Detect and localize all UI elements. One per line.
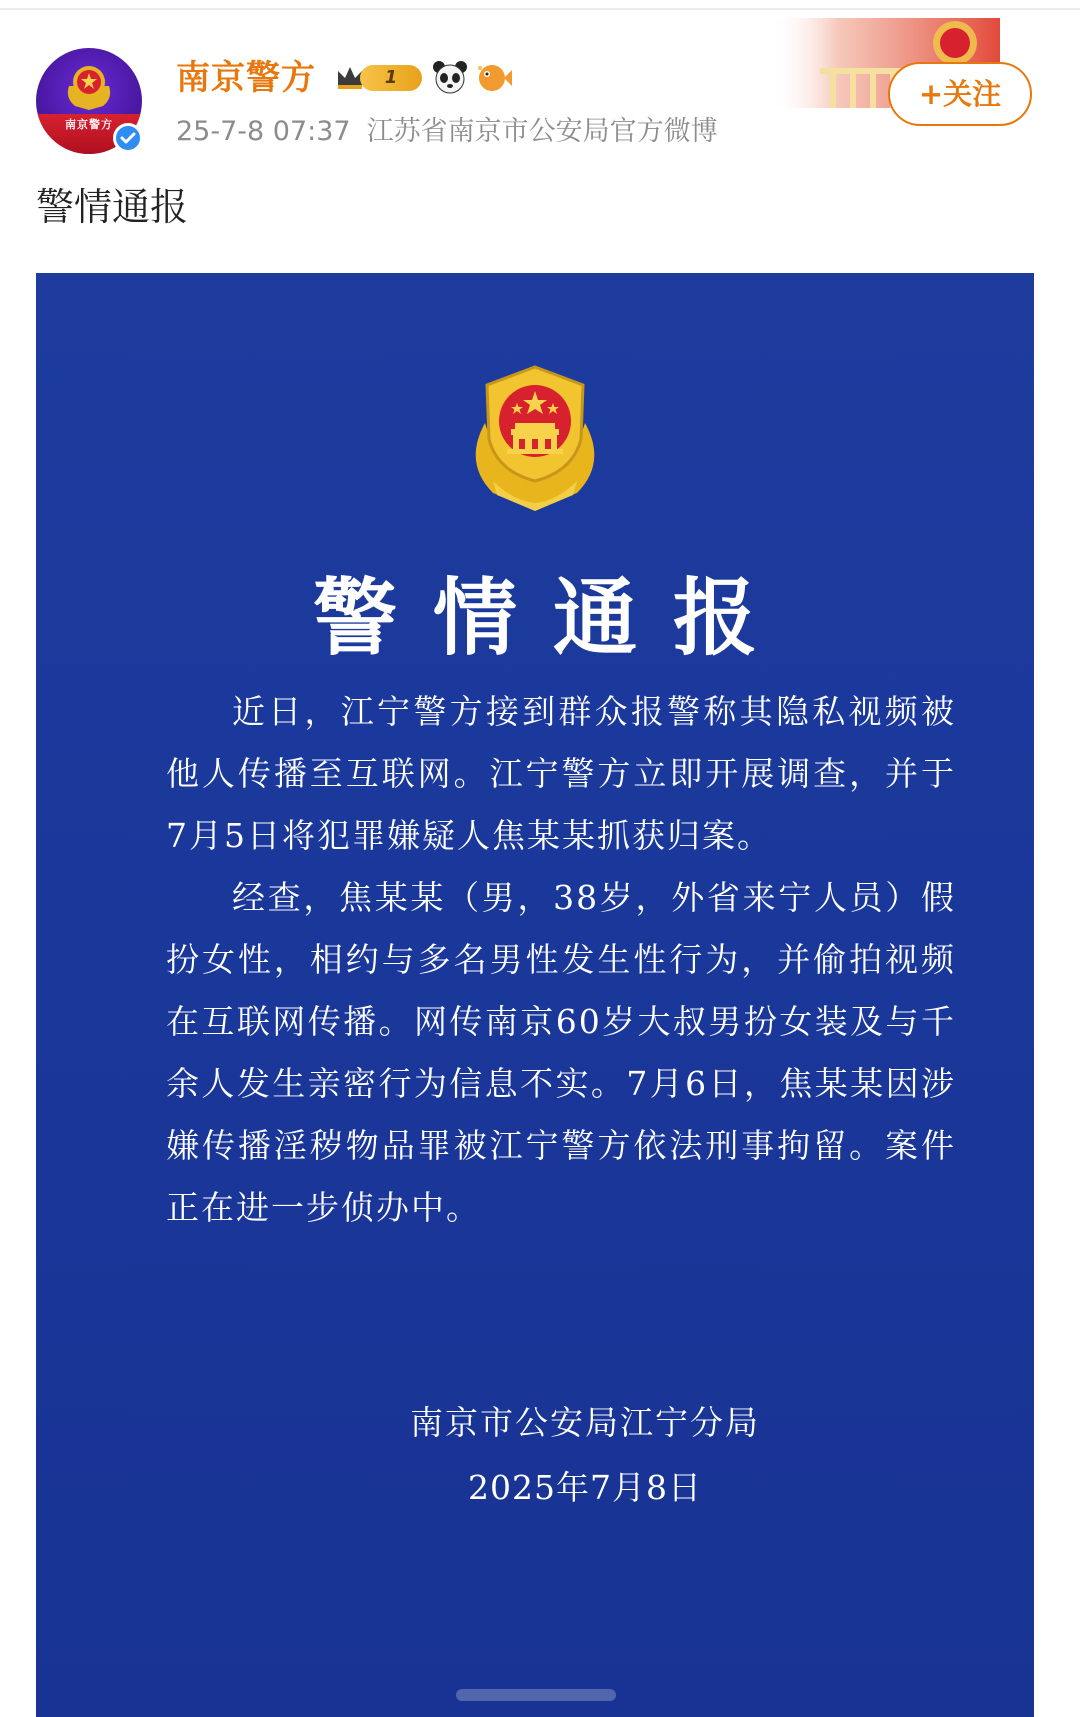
notice-title: 警情通报	[312, 568, 793, 667]
post-text: 警情通报	[36, 185, 189, 229]
notice-image[interactable]	[36, 273, 1034, 1717]
police-emblem-icon	[463, 363, 607, 513]
top-divider	[0, 8, 1080, 10]
follow-button[interactable]: +关注	[888, 62, 1032, 126]
notice-issuer: 南京市公安局江宁分局	[410, 1403, 760, 1442]
account-description: 江苏省南京市公安局官方微博	[366, 116, 718, 147]
watermark-graphic	[456, 1683, 616, 1707]
level-badge: 1	[360, 65, 422, 91]
post-meta	[176, 114, 734, 150]
post-timestamp: 25-7-8 07:37	[176, 116, 351, 147]
notice-paragraph: 经查，焦某某（男，38岁，外省来宁人员）假扮女性，相约与多名男性发生性行为，并偷拍视频在互联网传播。网传南京60岁大叔男扮女装及与千余人发生亲密行为信息不实。7月6日，焦某某因涉嫌传播淫秽物品罪被江宁警方依法刑事拘留。案件正在进一步侦办中。	[166, 878, 956, 1227]
panda-icon	[432, 60, 468, 94]
account-name[interactable]: 南京警方	[176, 58, 316, 98]
police-emblem-icon	[63, 62, 115, 112]
notice-body	[166, 681, 956, 1239]
notice-date: 2025年7月8日	[468, 1468, 702, 1507]
avatar-label: 南京警方	[65, 118, 113, 131]
notice-paragraph: 近日，江宁警方接到群众报警称其隐私视频被他人传播至互联网。江宁警方立即开展调查，并于7月5日将犯罪嫌疑人焦某某抓获归案。	[166, 692, 956, 855]
verified-icon	[113, 123, 143, 153]
pufferfish-icon	[474, 60, 512, 94]
